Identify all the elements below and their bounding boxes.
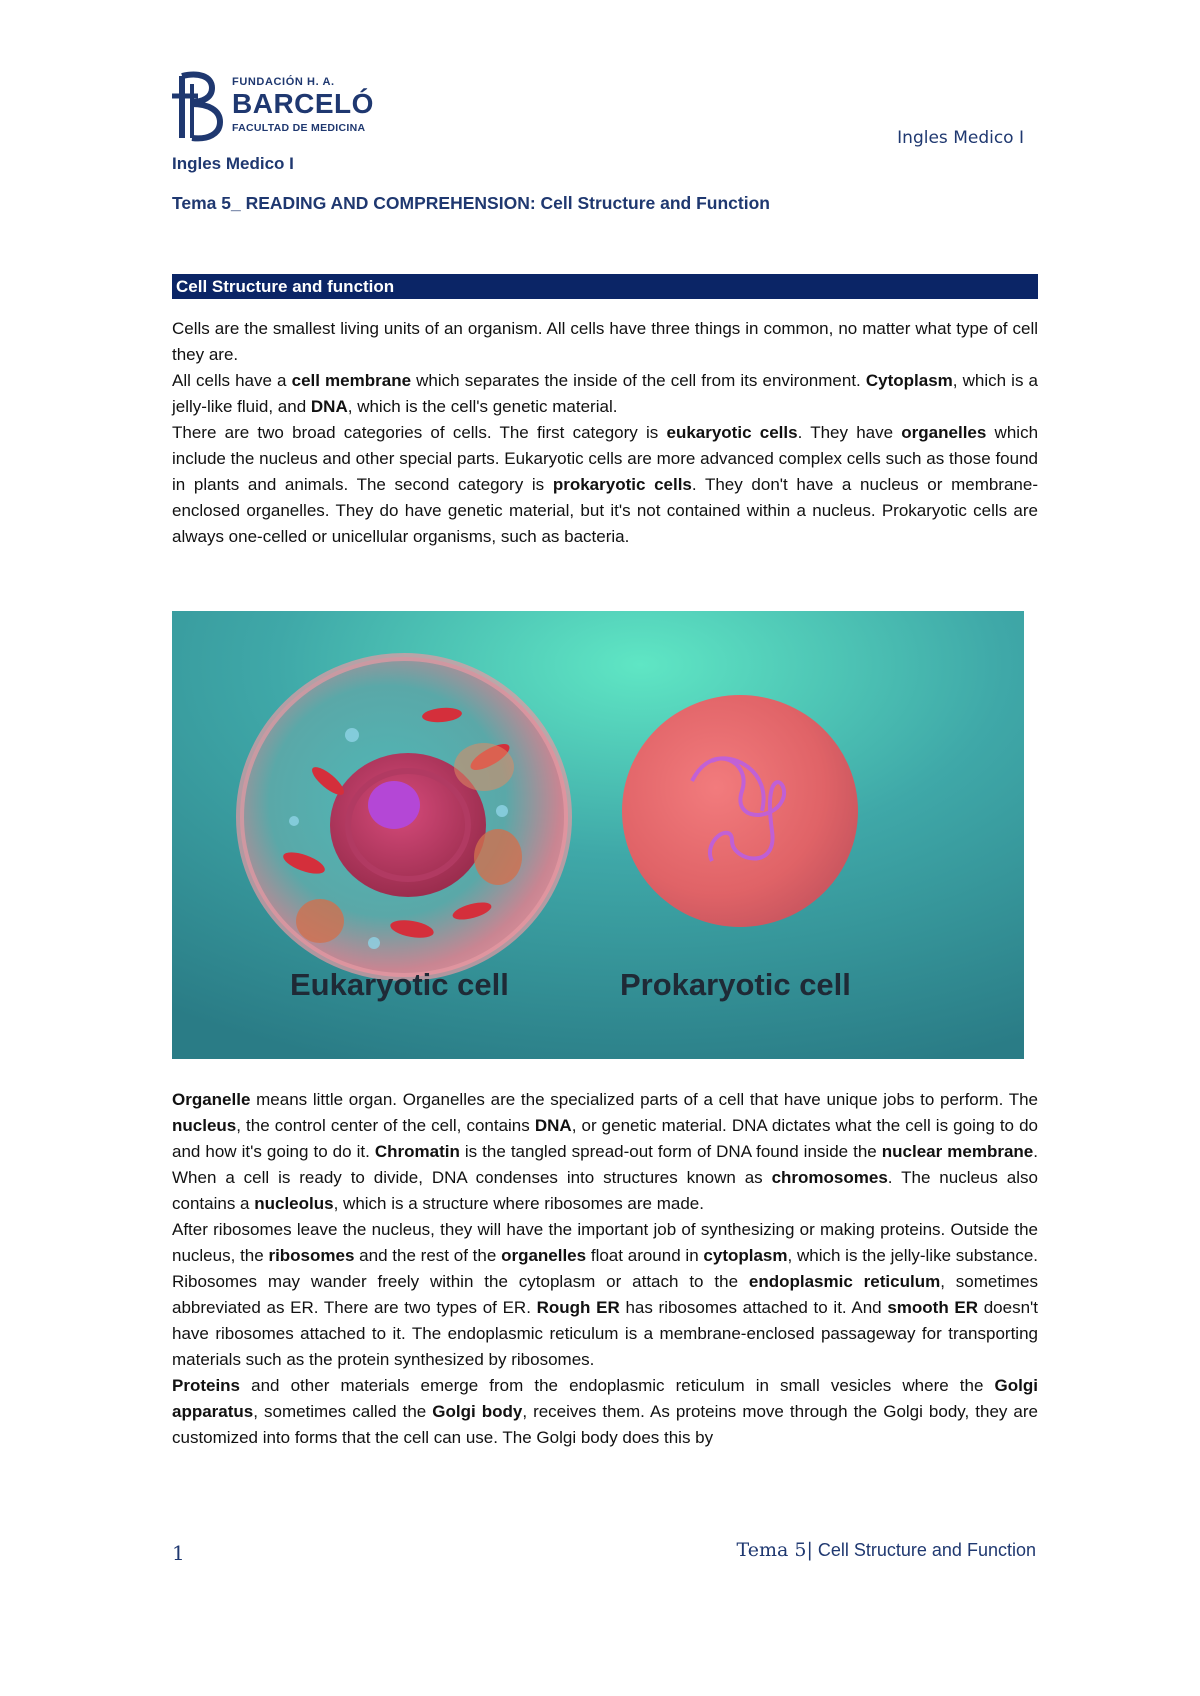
intro-text bbox=[172, 316, 1038, 550]
logo-foundation-text: FUNDACIÓN H. A. bbox=[232, 76, 335, 88]
section-heading: Cell Structure and function bbox=[172, 274, 1038, 299]
eukaryotic-cell-graphic bbox=[240, 657, 568, 977]
intro-paragraph-3: There are two broad categories of cells. The first category is eukaryotic cells. They have organelles which include the nucleus and other special parts. Eukaryotic cells are more advanced complex cells such as those found in plants and animals. The second category is prokaryotic cells. They don't have a nucleus or membrane-enclosed organelles. They do have genetic material, but it's not contained within a nucleus. Prokaryotic cells are always one-celled or unicellular organisms, such as bacteria. bbox=[172, 423, 1039, 546]
cell-illustration bbox=[172, 611, 1024, 1059]
body-paragraph-3: Proteins and other materials emerge from the endoplasmic reticulum in small vesicles where the Golgi apparatus, sometimes called the Golgi body, receives them. As proteins move through the Golgi body, they are customized into forms that the cell can use. The Golgi body does this by bbox=[172, 1376, 1038, 1447]
footer-topic bbox=[737, 1539, 1036, 1562]
body-paragraph-1: Organelle means little organ. Organelles are the specialized parts of a cell that have unique jobs to perform. The nucleus, the control center of the cell, contains DNA, or genetic material. DNA dictates what the cell is going to do and how it's going to do it. Chromatin is the tangled spread-out form of DNA found inside the nuclear membrane. When a cell is ready to divide, DNA condenses into structures known as chromosomes. The nucleus also contains a nucleolus, which is a structure where ribosomes are made. bbox=[172, 1090, 1038, 1213]
body-paragraph-2: After ribosomes leave the nucleus, they will have the important job of synthesizing or making proteins. Outside the nucleus, the ribosomes and the rest of the organelles float around in cytoplasm, which is the jelly-like substance. Ribosomes may wander freely within the cytoplasm or attach to the endoplasmic reticulum, sometimes abbreviated as ER. There are two types of ER. Rough ER has ribosomes attached to it. And smooth ER doesn't have ribosomes attached to it. The endoplasmic reticulum is a membrane-enclosed passageway for transporting materials such as the protein synthesized by ribosomes. bbox=[172, 1220, 1039, 1369]
intro-paragraph-2: All cells have a cell membrane which separates the inside of the cell from its environment. Cytoplasm, which is a jelly-like fluid, and DNA, which is the cell's genetic material. bbox=[172, 371, 1039, 416]
eukaryotic-cell-label: Eukaryotic cell bbox=[290, 967, 509, 1002]
prokaryotic-cell-graphic bbox=[622, 695, 858, 927]
prokaryotic-cell-label: Prokaryotic cell bbox=[620, 967, 851, 1002]
logo-faculty-text: FACULTAD DE MEDICINA bbox=[232, 122, 366, 134]
footer-topic-title: Cell Structure and Function bbox=[812, 1540, 1036, 1560]
fb-monogram-icon bbox=[168, 70, 230, 144]
footer-topic-number: Tema 5| bbox=[736, 1539, 813, 1561]
body-text bbox=[172, 1087, 1038, 1451]
page-number: 1 bbox=[172, 1541, 185, 1565]
topic-title: Tema 5_ READING AND COMPREHENSION: Cell Structure and Function bbox=[172, 193, 770, 213]
barcelo-logo bbox=[168, 70, 378, 144]
logo-brand-text: BARCELÓ bbox=[232, 88, 374, 119]
course-title: Ingles Medico I bbox=[172, 154, 294, 173]
header-course-label: Ingles Medico I bbox=[897, 128, 1024, 148]
intro-paragraph-1: Cells are the smallest living units of an organism. All cells have three things in common, no matter what type of cell they are. bbox=[172, 319, 1038, 364]
